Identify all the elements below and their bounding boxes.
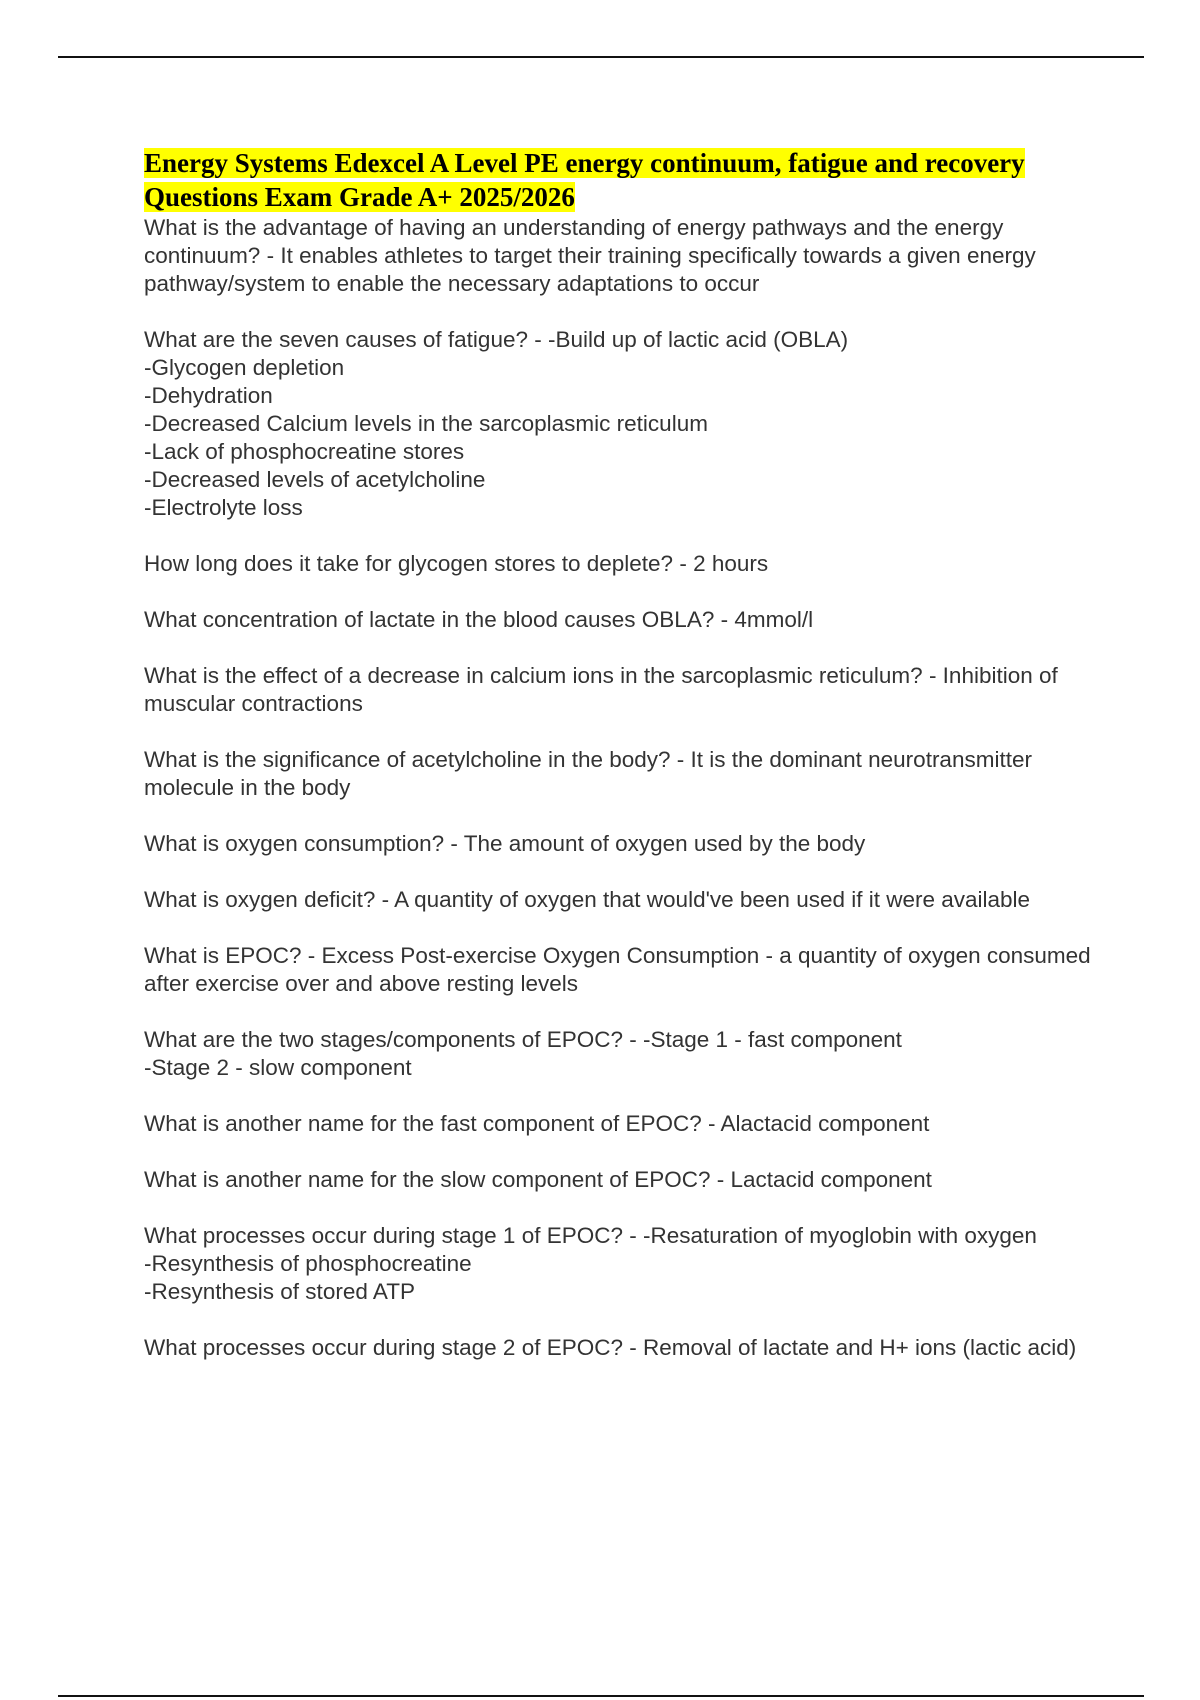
- qa-entry-calcium-ions: What is the effect of a decrease in calcium ions in the sarcoplasmic reticulum? - Inhibition of muscular contractions: [144, 663, 1065, 716]
- qa-entry-energy-continuum: What is the advantage of having an understanding of energy pathways and the energy continuum? - It enables athletes to target their training specifically towards a given energy pathway/system to enable the necessary adaptations to occur: [144, 215, 1043, 296]
- qa-entry-obla: What concentration of lactate in the blood causes OBLA? - 4mmol/l: [144, 607, 814, 632]
- qa-entry-epoc-stages: What are the two stages/components of EPOC? - -Stage 1 - fast component -Stage 2 - slow component: [144, 1027, 902, 1080]
- qa-entry-slow-component: What is another name for the slow component of EPOC? - Lactacid component: [144, 1167, 932, 1192]
- qa-list: [144, 214, 1097, 1362]
- qa-entry-epoc: What is EPOC? - Excess Post-exercise Oxygen Consumption - a quantity of oxygen consumed after exercise over and above resting levels: [144, 943, 1097, 996]
- qa-entry-fast-component: What is another name for the fast component of EPOC? - Alactacid component: [144, 1111, 930, 1136]
- document-body: [144, 146, 1097, 1390]
- bottom-rule: [58, 1695, 1144, 1697]
- qa-entry-oxygen-consumption: What is oxygen consumption? - The amount of oxygen used by the body: [144, 831, 866, 856]
- qa-entry-stage-1-processes: What processes occur during stage 1 of EPOC? - -Resaturation of myoglobin with oxygen -Resynthesis of phosphocreatine -Resynthesis of stored ATP: [144, 1223, 1037, 1304]
- qa-entry-glycogen-depletion: How long does it take for glycogen stores to deplete? - 2 hours: [144, 551, 769, 576]
- title-highlight: Energy Systems Edexcel A Level PE energy continuum, fatigue and recovery Questions Exam Grade A+ 2025/2026: [144, 148, 1025, 212]
- qa-entry-causes-of-fatigue: What are the seven causes of fatigue? - -Build up of lactic acid (OBLA) -Glycogen depletion -Dehydration -Decreased Calcium levels in the sarcoplasmic reticulum -Lack of phosphocreatine stores -Decreased levels of acetylcholine -Electrolyte loss: [144, 327, 849, 520]
- qa-entry-stage-2-processes: What processes occur during stage 2 of EPOC? - Removal of lactate and H+ ions (lactic acid): [144, 1335, 1077, 1360]
- top-rule: [58, 56, 1144, 58]
- qa-entry-acetylcholine: What is the significance of acetylcholine in the body? - It is the dominant neurotransmitter molecule in the body: [144, 747, 1039, 800]
- document-title: [144, 146, 1094, 214]
- qa-entry-oxygen-deficit: What is oxygen deficit? - A quantity of oxygen that would've been used if it were available: [144, 887, 1031, 912]
